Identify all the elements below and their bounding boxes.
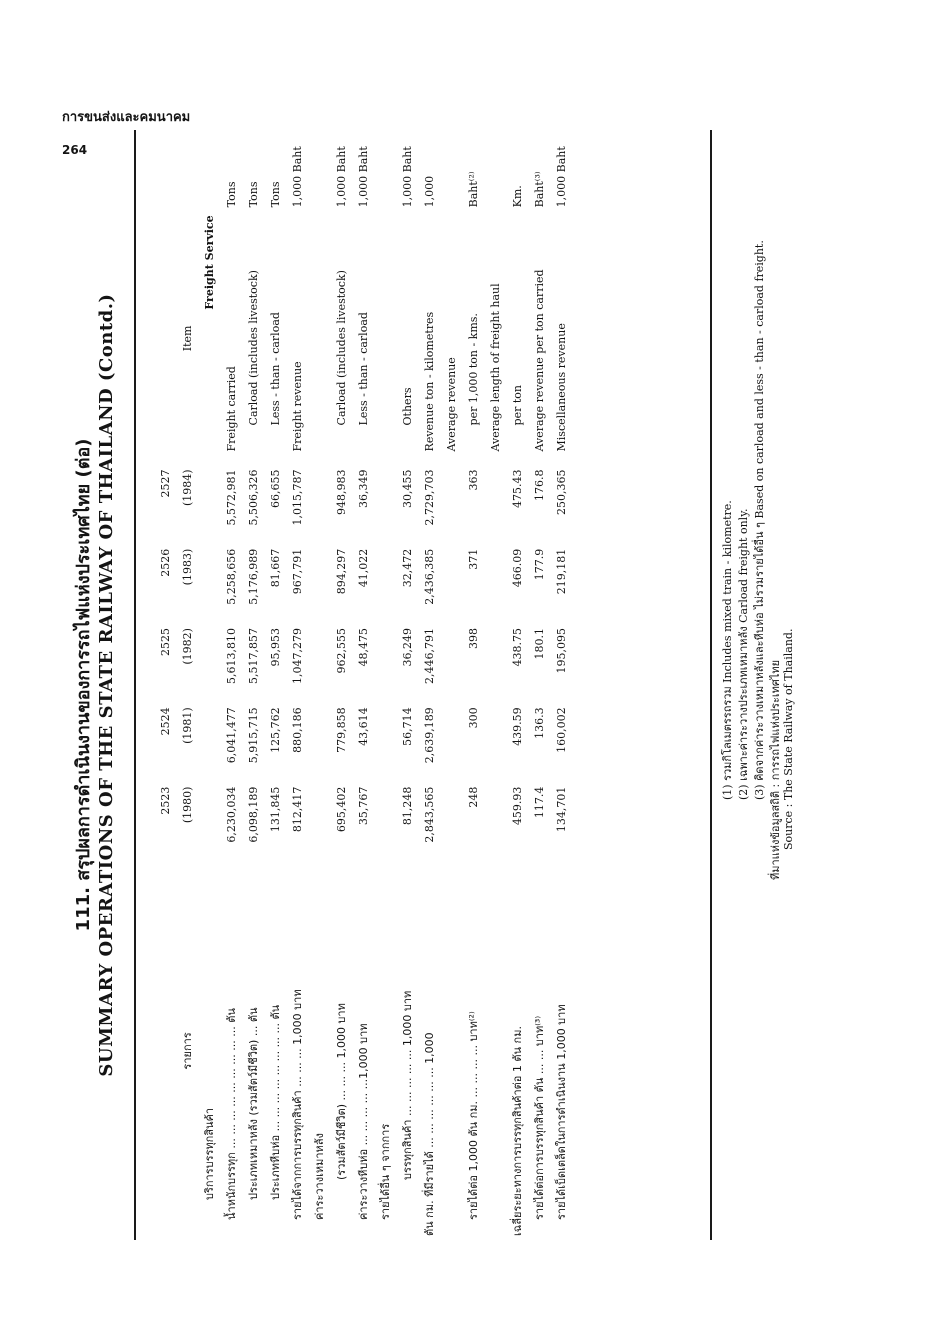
value-cell [484, 703, 506, 782]
value-cell: 5,613,810 [224, 628, 238, 685]
col-header-item [154, 211, 176, 465]
year-be: 2525 [158, 628, 172, 657]
value-cell [308, 465, 330, 544]
row-label-thai: บรรทุกสินค้า ... ... ... ... ... 1,000 บาท [401, 990, 414, 1180]
row-label-thai: ค่าระวางหีบห่อ ... ... ... ... ...1,000 บาท [357, 1023, 370, 1220]
row-unit: 1,000 Baht [290, 146, 304, 208]
year-ce: (1980) [180, 786, 194, 824]
row-label-item: per ton [510, 385, 524, 426]
row-unit: 1,000 Baht [400, 146, 414, 208]
table-row [330, 130, 352, 1240]
value-cell: 2,729,703 [422, 469, 436, 526]
year-ce: (1983) [180, 548, 194, 586]
value-cell: 36,249 [400, 628, 414, 667]
row-label-item: Less - than - carload [356, 312, 370, 426]
value-cell: 459.93 [510, 786, 524, 826]
value-cell: 32,472 [400, 548, 414, 588]
value-cell: 195,095 [554, 628, 568, 674]
table-row [220, 130, 242, 1240]
year-be: 2527 [158, 469, 172, 498]
table-title-english: SUMMARY OPERATIONS OF THE STATE RAILWAY OF THAILAND (Contd.) [96, 293, 117, 1077]
value-cell: 180.1 [532, 628, 546, 660]
value-cell: 66,655 [268, 469, 282, 508]
value-cell: 5,176,989 [246, 548, 260, 605]
value-cell: 1,015,787 [290, 469, 304, 526]
table-row [264, 130, 286, 1240]
table-row [440, 130, 462, 1240]
row-label-thai: รายได้ต่อการบรรทุกสินค้า ตัน ... ... บาท⁽³⁾ [533, 1015, 546, 1220]
value-cell: 2,436,385 [422, 548, 436, 605]
table-row [462, 130, 484, 1240]
value-cell [374, 465, 396, 544]
value-cell: 967,791 [290, 548, 304, 595]
value-cell: 439.59 [510, 707, 524, 746]
row-label-item [374, 211, 396, 465]
table-row [418, 130, 440, 1240]
value-cell [440, 545, 462, 624]
row-label-thai: รายได้เบ็ดเตล็ดในการดำเนินงาน 1,000 บาท [555, 1004, 568, 1220]
value-cell: 36,349 [356, 469, 370, 508]
value-cell: 250,365 [554, 469, 568, 515]
value-cell: 125,762 [268, 707, 282, 753]
value-cell: 117.4 [532, 786, 546, 819]
value-cell [484, 545, 506, 624]
year-be: 2526 [158, 548, 172, 577]
table-top-rule [134, 130, 136, 1240]
year-be: 2523 [158, 786, 172, 815]
value-cell: 398 [466, 628, 480, 650]
row-label-thai: ตัน กม. ที่มีรายได้ ... ... ... ... ... ... 1,000 [423, 1032, 436, 1236]
value-cell [308, 703, 330, 782]
table-row [286, 130, 308, 1240]
table-bottom-rule [710, 130, 712, 1240]
value-cell: 5,506,326 [246, 469, 260, 526]
value-cell [374, 545, 396, 624]
value-cell: 6,041,477 [224, 707, 238, 764]
footnote: (1) รวมกิโลเมตรรถรวม Includes mixed train - kilometre. [721, 500, 734, 800]
value-cell [440, 783, 462, 862]
value-cell [484, 783, 506, 862]
footnotes [718, 130, 798, 1240]
value-cell: 1,047,279 [290, 628, 304, 685]
value-cell: 177.9 [532, 548, 546, 581]
row-unit: 1,000 Baht [334, 146, 348, 208]
col-header-thai [154, 862, 176, 1240]
value-cell: 6,098,189 [246, 786, 260, 843]
row-label-item: Freight carried [224, 366, 238, 452]
row-unit: Tons [224, 181, 238, 208]
value-cell: 248 [466, 786, 480, 808]
value-cell: 41,022 [356, 548, 370, 588]
source-english: Source : The State Railway of Thailand. [782, 628, 795, 850]
value-cell: 812,417 [290, 786, 304, 833]
value-cell: 131,845 [268, 786, 282, 833]
value-cell [308, 783, 330, 862]
table-row [484, 130, 506, 1240]
footnote: (3) คิดจากค่าระวางเหมาหลังและหีบห่อ ไม่รวมรายได้อื่น ๆ Based on carload and less - than - carload freight. [753, 240, 766, 800]
footnote: (2) เฉพาะค่าระวางประเภทเหมาหลัง Carload freight only. [737, 508, 750, 800]
value-cell: 43,614 [356, 707, 370, 746]
value-cell: 880,186 [290, 707, 304, 753]
section-english: Freight Service [202, 215, 216, 310]
value-cell: 219,181 [554, 548, 568, 595]
row-unit: Km. [510, 185, 524, 208]
value-cell: 30,455 [400, 469, 414, 508]
value-cell: 948,983 [334, 469, 348, 515]
row-label-item: Average revenue [444, 357, 458, 452]
value-cell: 81,248 [400, 786, 414, 826]
row-label-item: Average revenue per ton carried [532, 269, 546, 452]
row-label-thai: ประเภทหีบห่อ ... ... ... ... ... ... ... ... ตัน [269, 1004, 282, 1200]
row-unit: Baht⁽³⁾ [532, 171, 546, 208]
year-ce: (1982) [180, 628, 194, 665]
table-row [550, 130, 572, 1240]
table-row [506, 130, 528, 1240]
table-row [528, 130, 550, 1240]
value-cell [484, 624, 506, 703]
value-cell: 5,572,981 [224, 469, 238, 526]
value-cell: 176.8 [532, 469, 546, 501]
value-cell: 894,297 [334, 548, 348, 595]
value-cell: 371 [466, 548, 480, 570]
table-row [242, 130, 264, 1240]
value-cell [440, 703, 462, 782]
row-label-item: Carload (includes livestock) [334, 270, 348, 426]
value-cell: 5,915,715 [246, 707, 260, 764]
table-row [308, 130, 330, 1240]
value-cell: 5,517,857 [246, 628, 260, 685]
row-unit [374, 130, 396, 211]
col-header-item-label: Item [180, 325, 194, 352]
row-label-item: Revenue ton - kilometres [422, 311, 436, 452]
value-cell: 695,402 [334, 786, 348, 833]
page-number: 264 [62, 143, 88, 157]
value-cell: 363 [466, 469, 480, 491]
value-cell: 2,843,565 [422, 786, 436, 843]
value-cell: 6,230,034 [224, 786, 238, 843]
value-cell [484, 465, 506, 544]
value-cell: 475.43 [510, 469, 524, 508]
value-cell: 56,714 [400, 707, 414, 746]
year-ce: (1981) [180, 707, 194, 744]
page-header-title: การขนส่งและคมนาคม [62, 110, 191, 125]
row-unit: Tons [246, 181, 260, 208]
header-row-labels [176, 130, 198, 1240]
source-thai: ที่มาแห่งข้อมูลสถิติ : การรถไฟแห่งประเทศไทย [769, 659, 782, 880]
section-row [198, 130, 220, 1240]
value-cell: 300 [466, 707, 480, 729]
row-unit: Baht⁽²⁾ [466, 171, 480, 208]
value-cell [308, 624, 330, 703]
table-row [396, 130, 418, 1240]
row-label-item [308, 211, 330, 465]
table-title-thai: 111. สรุปผลการดำเนินงานของการรถไฟแห่งประเทศไทย (ต่อ) [73, 438, 94, 932]
row-label-item: Average length of freight haul [488, 283, 502, 452]
row-unit: Tons [268, 181, 282, 208]
col-header-thai-label: รายการ [181, 1032, 194, 1070]
value-cell: 779,858 [334, 707, 348, 753]
table-row [352, 130, 374, 1240]
row-label-item: Carload (includes livestock) [246, 270, 260, 426]
value-cell: 136.3 [532, 707, 546, 739]
row-label-thai [440, 862, 462, 1240]
value-cell [374, 703, 396, 782]
value-cell: 95,953 [268, 628, 282, 667]
value-cell [308, 545, 330, 624]
value-cell: 81,667 [268, 548, 282, 588]
row-unit: 1,000 Baht [356, 146, 370, 208]
row-label-thai: เฉลี่ยระยะทางการบรรทุกสินค้าต่อ 1 ตัน กม. [511, 1026, 524, 1236]
row-label-item: Others [400, 387, 414, 426]
value-cell: 466.09 [510, 548, 524, 588]
row-label-item: per 1,000 ton - kms. [466, 313, 480, 426]
value-cell: 2,639,189 [422, 707, 436, 764]
value-cell [374, 624, 396, 703]
row-label-item: Freight revenue [290, 361, 304, 452]
value-cell [374, 783, 396, 862]
row-label-thai [484, 862, 506, 1240]
row-label-item: Less - than - carload [268, 312, 282, 426]
row-label-thai: ประเภทเหมาหลัง (รวมสัตว์มีชีวิต) ... ตัน [247, 1007, 260, 1200]
row-label-thai: รายได้จากการบรรทุกสินค้า ... ... ... 1,000 บาท [291, 989, 304, 1220]
row-unit: 1,000 Baht [554, 146, 568, 208]
row-unit: 1,000 [422, 175, 436, 208]
year-ce: (1984) [180, 469, 194, 507]
table-row [374, 130, 396, 1240]
row-label-thai: (รวมสัตว์มีชีวิต) ... ... ... 1,000 บาท [335, 1003, 348, 1180]
value-cell: 2,446,791 [422, 628, 436, 685]
value-cell: 48,475 [356, 628, 370, 667]
row-unit [484, 130, 506, 211]
value-cell: 35,767 [356, 786, 370, 826]
row-label-item: Miscellaneous revenue [554, 323, 568, 452]
section-thai: บริการบรรทุกสินค้า [203, 1107, 216, 1200]
row-label-thai: รายได้ต่อ 1,000 ตัน กม. ... ... ... ... บาท⁽²⁾ [467, 1011, 480, 1220]
value-cell: 438.75 [510, 628, 524, 667]
value-cell [440, 465, 462, 544]
rotated-table-block [50, 130, 795, 1240]
row-label-thai: ค่าระวางเหมาหลัง [313, 1133, 326, 1220]
row-unit [440, 130, 462, 211]
row-label-thai: รายได้อื่น ๆ จากการ [379, 1123, 392, 1220]
row-label-thai: น้ำหนักบรรทุก ... ... ... ... ... ... ... ... ... ตัน [225, 1008, 238, 1220]
value-cell: 134,701 [554, 786, 568, 833]
year-be: 2524 [158, 707, 172, 736]
row-unit [308, 130, 330, 211]
value-cell [440, 624, 462, 703]
operations-table [154, 130, 572, 1240]
value-cell: 160,002 [554, 707, 568, 753]
value-cell: 962,555 [334, 628, 348, 674]
value-cell: 5,258,656 [224, 548, 238, 605]
header-row-years [154, 130, 176, 1240]
